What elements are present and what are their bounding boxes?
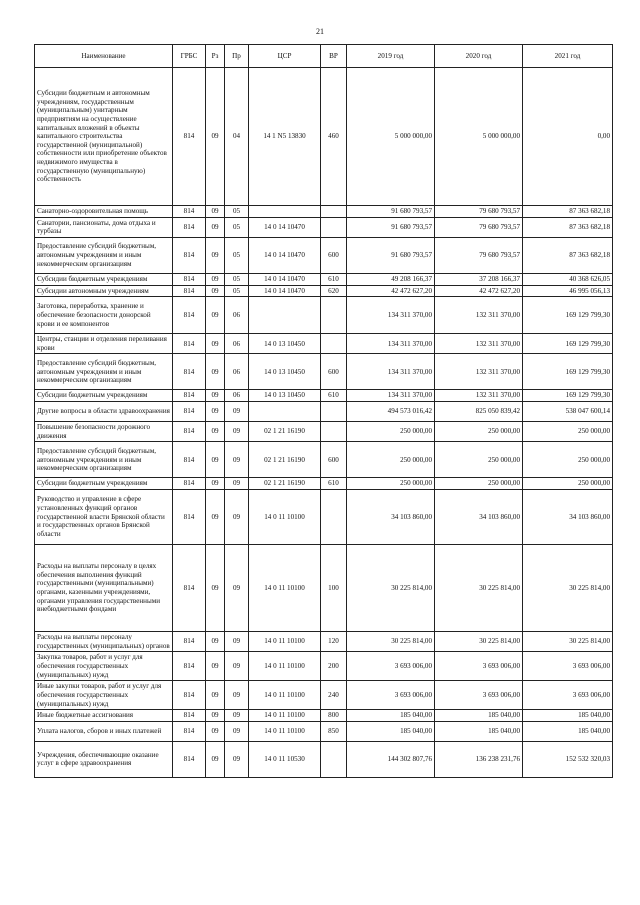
table-cell-pr: 05	[225, 237, 249, 273]
table-cell-rz: 09	[206, 721, 225, 741]
table-cell-name: Центры, станции и отделения переливания крови	[35, 334, 173, 354]
table-cell-2021: 169 129 799,30	[523, 297, 613, 334]
table-cell-pr: 06	[225, 297, 249, 334]
table-row	[35, 442, 613, 478]
table-cell-csr	[249, 402, 321, 422]
table-cell-2019: 30 225 814,00	[347, 545, 435, 632]
table-cell-rz: 09	[206, 297, 225, 334]
table-cell-grbs: 814	[173, 442, 206, 478]
table-cell-name: Иные закупки товаров, работ и услуг для обеспечения государственных (муниципальных) нужд	[35, 681, 173, 710]
table-cell-csr: 14 0 14 10470	[249, 273, 321, 285]
table-cell-rz: 09	[206, 741, 225, 777]
table-cell-csr: 14 0 13 10450	[249, 354, 321, 390]
table-cell-pr: 09	[225, 741, 249, 777]
table-cell-grbs: 814	[173, 334, 206, 354]
table-cell-vr	[321, 422, 347, 442]
table-cell-2021: 3 693 006,00	[523, 681, 613, 710]
table-cell-2021: 185 040,00	[523, 710, 613, 722]
table-cell-2021: 169 129 799,30	[523, 390, 613, 402]
table-cell-2020: 79 680 793,57	[435, 206, 523, 218]
table-cell-2021: 538 047 600,14	[523, 402, 613, 422]
table-row	[35, 334, 613, 354]
table-cell-vr: 610	[321, 390, 347, 402]
table-cell-2020: 79 680 793,57	[435, 217, 523, 237]
table-cell-rz: 09	[206, 632, 225, 652]
table-cell-2019: 91 680 793,57	[347, 217, 435, 237]
table-cell-rz: 09	[206, 442, 225, 478]
table-cell-pr: 09	[225, 490, 249, 545]
table-cell-csr: 14 0 11 10100	[249, 490, 321, 545]
table-cell-name: Предоставление субсидий бюджетным, автономным учреждениям и иным некоммерческим организациям	[35, 442, 173, 478]
table-row	[35, 721, 613, 741]
table-cell-name: Предоставление субсидий бюджетным, автономным учреждениям и иным некоммерческим организациям	[35, 354, 173, 390]
table-row	[35, 402, 613, 422]
table-cell-2019: 134 311 370,00	[347, 297, 435, 334]
table-cell-2019: 34 103 860,00	[347, 490, 435, 545]
table-cell-2019: 91 680 793,57	[347, 206, 435, 218]
table-cell-rz: 09	[206, 652, 225, 681]
table-cell-csr: 14 0 11 10100	[249, 632, 321, 652]
table-cell-grbs: 814	[173, 478, 206, 490]
table-cell-2020: 37 208 166,37	[435, 273, 523, 285]
table-cell-2020: 34 103 860,00	[435, 490, 523, 545]
table-cell-2020: 132 311 370,00	[435, 354, 523, 390]
table-cell-grbs: 814	[173, 273, 206, 285]
table-cell-2020: 42 472 627,20	[435, 285, 523, 297]
table-cell-vr	[321, 490, 347, 545]
table-cell-rz: 09	[206, 402, 225, 422]
table-cell-grbs: 814	[173, 422, 206, 442]
table-row	[35, 545, 613, 632]
table-cell-csr: 14 0 13 10450	[249, 334, 321, 354]
table-cell-pr: 06	[225, 334, 249, 354]
table-cell-2020: 132 311 370,00	[435, 390, 523, 402]
table-cell-2021: 0,00	[523, 68, 613, 206]
table-cell-rz: 09	[206, 237, 225, 273]
table-cell-2019: 250 000,00	[347, 442, 435, 478]
table-cell-2021: 30 225 814,00	[523, 632, 613, 652]
table-cell-pr: 06	[225, 390, 249, 402]
table-cell-2019: 134 311 370,00	[347, 334, 435, 354]
table-cell-pr: 05	[225, 273, 249, 285]
table-cell-rz: 09	[206, 217, 225, 237]
table-cell-grbs: 814	[173, 206, 206, 218]
table-cell-2019: 185 040,00	[347, 710, 435, 722]
table-cell-2021: 152 532 320,03	[523, 741, 613, 777]
table-cell-2019: 494 573 016,42	[347, 402, 435, 422]
table-cell-2021: 250 000,00	[523, 478, 613, 490]
table-cell-rz: 09	[206, 681, 225, 710]
table-cell-csr: 14 0 14 10470	[249, 217, 321, 237]
table-cell-2020: 185 040,00	[435, 721, 523, 741]
table-cell-2020: 136 238 231,76	[435, 741, 523, 777]
table-cell-name: Субсидии автономным учреждениям	[35, 285, 173, 297]
page-number: 21	[316, 27, 324, 36]
table-cell-name: Руководство и управление в сфере установленных функций органов государственной власти Брянской области и государственных органов Брянской области	[35, 490, 173, 545]
table-cell-name: Иные бюджетные ассигнования	[35, 710, 173, 722]
table-cell-vr	[321, 334, 347, 354]
table-cell-pr: 09	[225, 681, 249, 710]
table-cell-grbs: 814	[173, 545, 206, 632]
table-cell-2021: 250 000,00	[523, 422, 613, 442]
table-cell-vr	[321, 741, 347, 777]
table-cell-pr: 09	[225, 402, 249, 422]
table-cell-pr: 09	[225, 710, 249, 722]
table-cell-vr: 610	[321, 478, 347, 490]
table-row	[35, 217, 613, 237]
table-cell-rz: 09	[206, 710, 225, 722]
table-cell-grbs: 814	[173, 68, 206, 206]
table-cell-csr: 14 0 14 10470	[249, 237, 321, 273]
header-grbs: ГРБС	[173, 45, 206, 68]
table-cell-2019: 49 208 166,37	[347, 273, 435, 285]
table-cell-2020: 132 311 370,00	[435, 297, 523, 334]
header-row	[35, 45, 613, 68]
table-cell-2021: 87 363 682,18	[523, 217, 613, 237]
table-row	[35, 390, 613, 402]
table-cell-pr: 06	[225, 354, 249, 390]
table-cell-2021: 87 363 682,18	[523, 206, 613, 218]
table-cell-vr: 620	[321, 285, 347, 297]
table-cell-2019: 30 225 814,00	[347, 632, 435, 652]
table-cell-csr: 14 0 11 10100	[249, 721, 321, 741]
table-cell-vr	[321, 402, 347, 422]
table-cell-vr: 240	[321, 681, 347, 710]
table-cell-name: Субсидии бюджетным учреждениям	[35, 390, 173, 402]
table-row	[35, 354, 613, 390]
table-cell-csr: 14 0 13 10450	[249, 390, 321, 402]
table-cell-grbs: 814	[173, 632, 206, 652]
table-cell-2021: 40 368 626,05	[523, 273, 613, 285]
table-cell-grbs: 814	[173, 297, 206, 334]
table-cell-2020: 3 693 006,00	[435, 652, 523, 681]
table-cell-grbs: 814	[173, 217, 206, 237]
table-cell-2019: 42 472 627,20	[347, 285, 435, 297]
table-cell-grbs: 814	[173, 652, 206, 681]
table-cell-csr: 14 0 14 10470	[249, 285, 321, 297]
table-cell-csr: 02 1 21 16190	[249, 422, 321, 442]
table-cell-grbs: 814	[173, 285, 206, 297]
header-2019: 2019 год	[347, 45, 435, 68]
table-cell-pr: 05	[225, 206, 249, 218]
header-2021: 2021 год	[523, 45, 613, 68]
table-cell-rz: 09	[206, 390, 225, 402]
table-cell-csr	[249, 297, 321, 334]
table-row	[35, 652, 613, 681]
table-cell-2019: 91 680 793,57	[347, 237, 435, 273]
table-row	[35, 422, 613, 442]
table-cell-pr: 09	[225, 721, 249, 741]
header-vr: ВР	[321, 45, 347, 68]
table-cell-vr: 610	[321, 273, 347, 285]
table-cell-pr: 09	[225, 478, 249, 490]
table-cell-rz: 09	[206, 354, 225, 390]
table-cell-csr: 14 0 11 10100	[249, 710, 321, 722]
table-cell-csr: 14 1 N5 13830	[249, 68, 321, 206]
table-cell-rz: 09	[206, 285, 225, 297]
table-cell-grbs: 814	[173, 237, 206, 273]
table-row	[35, 490, 613, 545]
table-cell-2019: 134 311 370,00	[347, 354, 435, 390]
table-cell-pr: 09	[225, 652, 249, 681]
table-cell-pr: 09	[225, 442, 249, 478]
table-cell-vr: 600	[321, 237, 347, 273]
table-cell-rz: 09	[206, 490, 225, 545]
table-cell-grbs: 814	[173, 721, 206, 741]
header-name: Наименование	[35, 45, 173, 68]
table-row	[35, 710, 613, 722]
table-cell-vr: 100	[321, 545, 347, 632]
table-cell-name: Санаторно-оздоровительная помощь	[35, 206, 173, 218]
table-cell-csr: 14 0 11 10530	[249, 741, 321, 777]
table-row	[35, 681, 613, 710]
table-row	[35, 632, 613, 652]
table-row	[35, 273, 613, 285]
table-cell-grbs: 814	[173, 490, 206, 545]
table-cell-2019: 250 000,00	[347, 422, 435, 442]
table-cell-grbs: 814	[173, 681, 206, 710]
table-cell-2020: 79 680 793,57	[435, 237, 523, 273]
table-cell-name: Учреждения, обеспечивающие оказание услуг в сфере здравоохранения	[35, 741, 173, 777]
table-cell-csr	[249, 206, 321, 218]
table-cell-csr: 14 0 11 10100	[249, 652, 321, 681]
table-cell-name: Субсидии бюджетным учреждениям	[35, 478, 173, 490]
table-cell-grbs: 814	[173, 402, 206, 422]
header-rz: Рз	[206, 45, 225, 68]
table-cell-grbs: 814	[173, 354, 206, 390]
table-cell-pr: 09	[225, 632, 249, 652]
header-csr: ЦСР	[249, 45, 321, 68]
table-cell-2020: 30 225 814,00	[435, 632, 523, 652]
table-cell-2019: 185 040,00	[347, 721, 435, 741]
table-cell-vr: 200	[321, 652, 347, 681]
budget-table	[34, 44, 613, 778]
table-cell-vr	[321, 206, 347, 218]
table-cell-2020: 30 225 814,00	[435, 545, 523, 632]
table-cell-name: Повышение безопасности дорожного движения	[35, 422, 173, 442]
table-cell-2021: 169 129 799,30	[523, 334, 613, 354]
table-cell-grbs: 814	[173, 390, 206, 402]
table-cell-pr: 09	[225, 422, 249, 442]
table-cell-vr: 120	[321, 632, 347, 652]
table-row	[35, 297, 613, 334]
table-cell-rz: 09	[206, 206, 225, 218]
table-cell-name: Закупка товаров, работ и услуг для обеспечения государственных (муниципальных) нужд	[35, 652, 173, 681]
table-cell-rz: 09	[206, 334, 225, 354]
table-cell-vr: 600	[321, 354, 347, 390]
table-cell-2020: 250 000,00	[435, 478, 523, 490]
table-cell-2021: 250 000,00	[523, 442, 613, 478]
header-2020: 2020 год	[435, 45, 523, 68]
table-cell-2020: 5 000 000,00	[435, 68, 523, 206]
table-cell-2020: 3 693 006,00	[435, 681, 523, 710]
table-cell-2021: 34 103 860,00	[523, 490, 613, 545]
table-cell-rz: 09	[206, 422, 225, 442]
table-cell-2019: 5 000 000,00	[347, 68, 435, 206]
table-cell-name: Санатории, пансионаты, дома отдыха и турбазы	[35, 217, 173, 237]
table-cell-2020: 250 000,00	[435, 442, 523, 478]
table-cell-csr: 14 0 11 10100	[249, 545, 321, 632]
table-cell-csr: 02 1 21 16190	[249, 442, 321, 478]
table-cell-rz: 09	[206, 478, 225, 490]
table-cell-vr: 800	[321, 710, 347, 722]
table-cell-2021: 185 040,00	[523, 721, 613, 741]
table-cell-grbs: 814	[173, 741, 206, 777]
table-cell-2021: 46 995 056,13	[523, 285, 613, 297]
table-cell-vr: 600	[321, 442, 347, 478]
table-cell-2019: 250 000,00	[347, 478, 435, 490]
table-cell-2021: 87 363 682,18	[523, 237, 613, 273]
table-cell-name: Другие вопросы в области здравоохранения	[35, 402, 173, 422]
table-cell-name: Уплата налогов, сборов и иных платежей	[35, 721, 173, 741]
table-cell-rz: 09	[206, 545, 225, 632]
table-cell-csr: 14 0 11 10100	[249, 681, 321, 710]
table-cell-vr: 460	[321, 68, 347, 206]
table-cell-vr	[321, 297, 347, 334]
table-cell-name: Расходы на выплаты персоналу государственных (муниципальных) органов	[35, 632, 173, 652]
table-cell-2019: 3 693 006,00	[347, 652, 435, 681]
table-cell-name: Заготовка, переработка, хранение и обеспечение безопасности донорской крови и ее компонентов	[35, 297, 173, 334]
table-cell-2020: 185 040,00	[435, 710, 523, 722]
table-row	[35, 285, 613, 297]
table-cell-name: Субсидии бюджетным и автономным учреждениям, государственным (муниципальным) унитарным предприятиям на осуществление капитальных вложений в объекты капитального строительства государственной (муниципальной) собственности или приобретение объектов недвижимого имущества в государственную (муниципальную) собственность	[35, 68, 173, 206]
table-cell-rz: 09	[206, 68, 225, 206]
table-cell-name: Расходы на выплаты персоналу в целях обеспечения выполнения функций государственными (муниципальными) органами, казенными учреждениями, органами управления государственными внебюджетными фондами	[35, 545, 173, 632]
table-row	[35, 478, 613, 490]
table-cell-pr: 05	[225, 217, 249, 237]
table-cell-name: Предоставление субсидий бюджетным, автономным учреждениям и иным некоммерческим организациям	[35, 237, 173, 273]
table-row	[35, 206, 613, 218]
table-cell-pr: 09	[225, 545, 249, 632]
table-cell-name: Субсидии бюджетным учреждениям	[35, 273, 173, 285]
table-cell-2019: 134 311 370,00	[347, 390, 435, 402]
table-cell-vr	[321, 217, 347, 237]
table-cell-rz: 09	[206, 273, 225, 285]
table-cell-grbs: 814	[173, 710, 206, 722]
table-cell-pr: 05	[225, 285, 249, 297]
table-row	[35, 237, 613, 273]
table-cell-2021: 30 225 814,00	[523, 545, 613, 632]
table-cell-pr: 04	[225, 68, 249, 206]
table-row	[35, 741, 613, 777]
table-cell-2019: 3 693 006,00	[347, 681, 435, 710]
table-cell-2020: 132 311 370,00	[435, 334, 523, 354]
table-cell-2019: 144 302 807,76	[347, 741, 435, 777]
table-cell-2020: 825 050 839,42	[435, 402, 523, 422]
table-row	[35, 68, 613, 206]
table-cell-2021: 3 693 006,00	[523, 652, 613, 681]
table-cell-vr: 850	[321, 721, 347, 741]
table-cell-2021: 169 129 799,30	[523, 354, 613, 390]
header-pr: Пр	[225, 45, 249, 68]
table-cell-2020: 250 000,00	[435, 422, 523, 442]
table-cell-csr: 02 1 21 16190	[249, 478, 321, 490]
